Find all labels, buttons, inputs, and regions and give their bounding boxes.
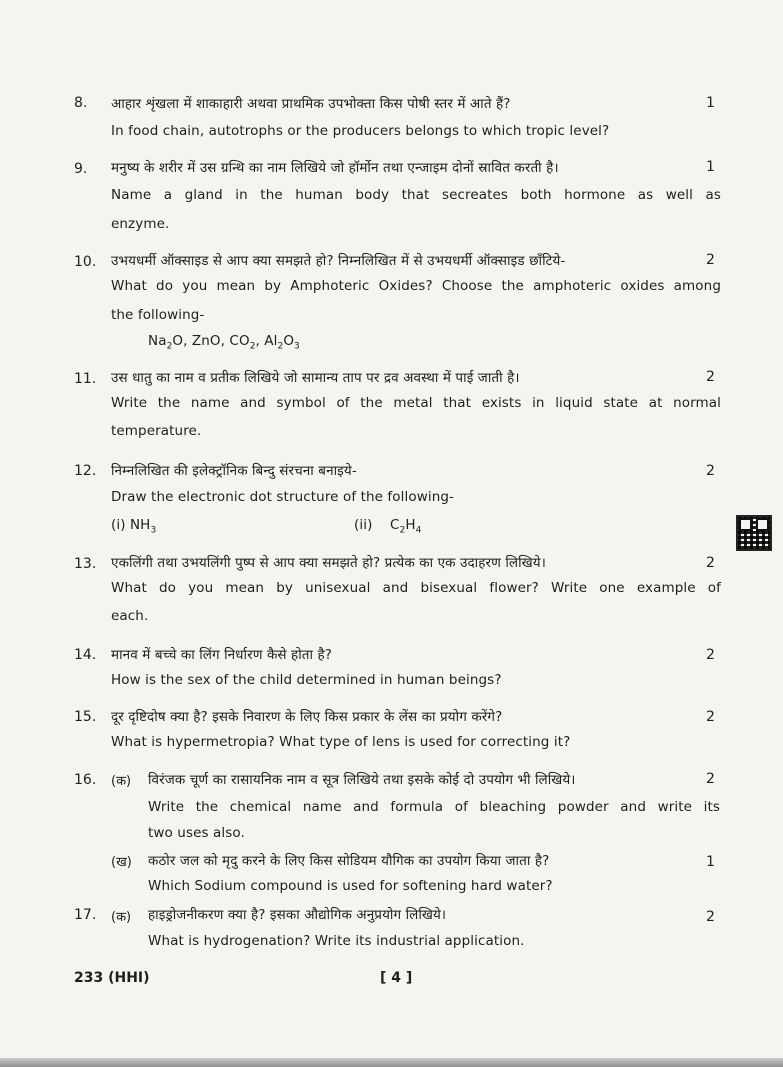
question-number: 13. <box>74 556 97 572</box>
question-hindi: उस धातु का नाम व प्रतीक लिखिये जो सामान्य ताप पर द्रव अवस्था में पाई जाती है। <box>111 370 520 386</box>
question-hindi: एकलिंगी तथा उभयलिंगी पुष्प से आप क्या समझते हो? प्रत्येक का एक उदाहरण लिखिये। <box>111 555 546 571</box>
question-english: In food chain, autotrophs or the producers belongs to which tropic level? <box>111 123 610 139</box>
question-english: enzyme. <box>111 216 170 232</box>
question-number: 10. <box>74 254 97 270</box>
question-english: Write the name and symbol of the metal that exists in liquid state at normal <box>111 395 721 411</box>
subpart-label: (ख) <box>111 855 132 870</box>
question-english: the following- <box>111 307 205 323</box>
question-hindi: निम्नलिखित की इलेक्ट्रॉनिक बिन्दु संरचना बनाइये- <box>111 463 357 479</box>
subpart-label: (क) <box>111 774 132 789</box>
question-hindi: उभयधर्मी ऑक्साइड से आप क्या समझते हो? निम्नलिखित में से उभयधर्मी ऑक्साइड छाँटिये- <box>111 253 566 269</box>
question-hindi: मनुष्य के शरीर में उस ग्रन्थि का नाम लिखिये जो हॉर्मोन तथा एन्जाइम दोनों स्रावित करती है। <box>111 160 559 176</box>
part-i-formula: (i) $NH_3$ <box>111 517 157 536</box>
question-number: 15. <box>74 709 97 725</box>
question-english: two uses also. <box>148 825 245 841</box>
question-number: 8. <box>74 95 88 111</box>
question-marks: 2 <box>706 771 715 787</box>
question-number: 16. <box>74 772 97 788</box>
question-marks: 1 <box>706 854 715 870</box>
question-number: 9. <box>74 161 88 177</box>
question-marks: 1 <box>706 159 715 175</box>
question-marks: 2 <box>706 252 715 268</box>
question-hindi: कठोर जल को मृदु करने के लिए किस सोडियम यौगिक का उपयोग किया जाता है? <box>148 853 550 869</box>
qr-code-icon <box>736 515 772 551</box>
question-english: Draw the electronic dot structure of the following- <box>111 489 454 505</box>
question-number: 14. <box>74 647 97 663</box>
paper-code: 233 (HHI) <box>74 970 150 986</box>
question-english: Name a gland in the human body that secreates both hormone as well as <box>111 187 721 203</box>
part-ii-formula: (ii) $C_2H_4$ <box>354 517 422 536</box>
question-english: temperature. <box>111 423 202 439</box>
oxide-formula-list: $Na_2O$, ZnO, $CO_2$, $Al_2O_3$ <box>148 333 300 352</box>
question-marks: 2 <box>706 647 715 663</box>
question-marks: 1 <box>706 95 715 111</box>
question-english: How is the sex of the child determined in human beings? <box>111 672 502 688</box>
question-english: What do you mean by Amphoteric Oxides? Choose the amphoteric oxides among <box>111 278 721 294</box>
question-hindi: हाइड्रोजनीकरण क्या है? इसका औद्योगिक अनुप्रयोग लिखिये। <box>148 907 447 923</box>
scan-edge <box>0 1058 783 1067</box>
question-marks: 2 <box>706 369 715 385</box>
question-number: 11. <box>74 371 97 387</box>
question-hindi: मानव में बच्चे का लिंग निर्धारण कैसे होता है? <box>111 647 333 663</box>
page-number: [ 4 ] <box>380 970 413 986</box>
question-number: 17. <box>74 907 97 923</box>
question-english: each. <box>111 608 149 624</box>
question-english: Write the chemical name and formula of bleaching powder and write its <box>148 799 720 815</box>
question-marks: 2 <box>706 909 715 925</box>
question-hindi: आहार शृंखला में शाकाहारी अथवा प्राथमिक उपभोक्ता किस पोषी स्तर में आते हैं? <box>111 96 511 112</box>
question-english: What do you mean by unisexual and bisexual flower? Write one example of <box>111 580 721 596</box>
question-english: Which Sodium compound is used for softening hard water? <box>148 878 553 894</box>
question-marks: 2 <box>706 463 715 479</box>
question-marks: 2 <box>706 709 715 725</box>
question-english: What is hypermetropia? What type of lens is used for correcting it? <box>111 734 571 750</box>
question-marks: 2 <box>706 555 715 571</box>
question-hindi: दूर दृष्टिदोष क्या है? इसके निवारण के लिए किस प्रकार के लेंस का प्रयोग करेंगे? <box>111 709 503 725</box>
question-hindi: विरंजक चूर्ण का रासायनिक नाम व सूत्र लिखिये तथा इसके कोई दो उपयोग भी लिखिये। <box>148 772 576 788</box>
question-english: What is hydrogenation? Write its industrial application. <box>148 933 525 949</box>
question-number: 12. <box>74 463 97 479</box>
subpart-label: (क) <box>111 910 132 925</box>
